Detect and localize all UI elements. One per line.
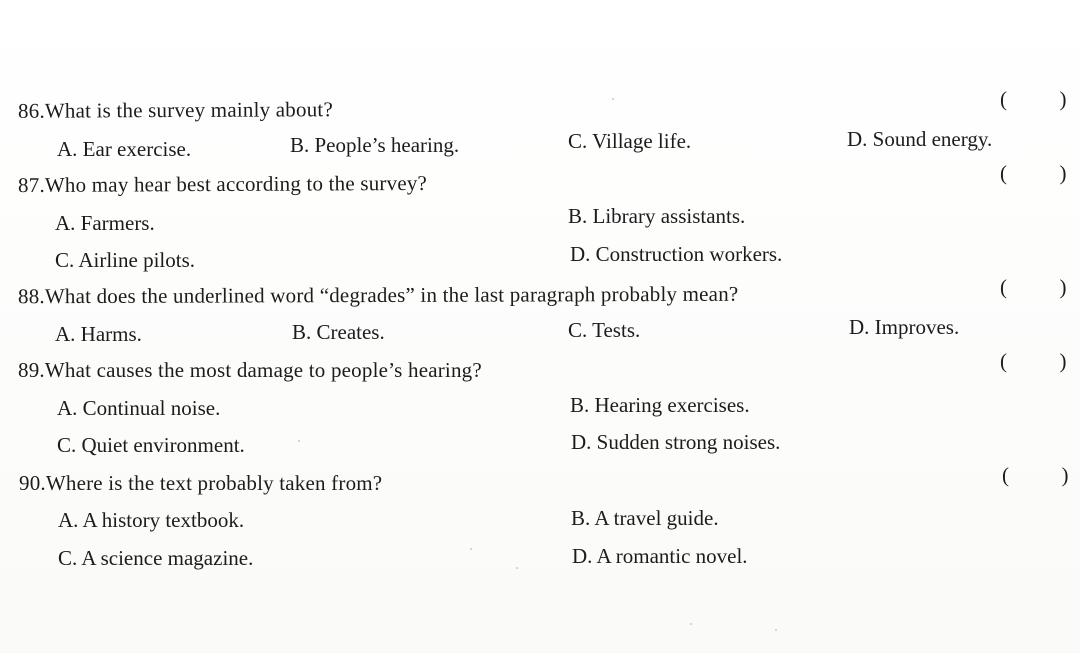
question-87-option-c: C. Airline pilots. (55, 248, 196, 272)
question-89-option-b: B. Hearing exercises. (570, 393, 750, 417)
question-90-stem: 90.Where is the text probably taken from? (19, 471, 383, 495)
question-90-option-a: A. A history textbook. (58, 508, 245, 532)
question-86-option-d: D. Sound energy. (847, 127, 993, 151)
print-speck (298, 440, 300, 442)
question-90-option-c: C. A science magazine. (58, 546, 254, 570)
question-86-answer-bracket: ( ) (1000, 87, 1067, 111)
question-87-option-b: B. Library assistants. (568, 204, 746, 228)
question-88-stem: 88.What does the underlined word “degrades” in the last paragraph probably mean? (17, 281, 739, 309)
question-86-option-c: C. Village life. (568, 129, 692, 153)
question-90-answer-bracket: ( ) (1002, 463, 1069, 487)
question-88-option-c: C. Tests. (568, 318, 641, 342)
question-87-stem: 87.Who may hear best according to the survey? (17, 170, 428, 198)
print-speck (775, 629, 777, 631)
question-88-option-a: A. Harms. (55, 322, 142, 346)
question-88-option-d: D. Improves. (849, 315, 960, 339)
question-89-option-c: C. Quiet environment. (57, 433, 245, 457)
print-speck (690, 623, 692, 625)
question-89-option-d: D. Sudden strong noises. (571, 430, 781, 454)
question-88-option-b: B. Creates. (292, 320, 385, 344)
question-86-option-a: A. Ear exercise. (57, 137, 192, 161)
question-89-stem: 89.What causes the most damage to people’s hearing? (18, 358, 482, 382)
print-speck (516, 567, 518, 569)
question-89-answer-bracket: ( ) (1000, 349, 1067, 373)
question-89-option-a: A. Continual noise. (57, 396, 221, 420)
question-86-stem: 86.What is the survey mainly about? (17, 97, 333, 123)
question-90-option-b: B. A travel guide. (571, 506, 719, 530)
question-86-option-b: B. People’s hearing. (290, 133, 460, 157)
question-90-option-d: D. A romantic novel. (572, 544, 748, 568)
print-speck (612, 98, 614, 100)
print-speck (470, 548, 472, 550)
question-87-option-d: D. Construction workers. (570, 242, 783, 266)
question-88-answer-bracket: ( ) (1000, 275, 1067, 299)
question-87-answer-bracket: ( ) (1000, 161, 1067, 185)
question-87-option-a: A. Farmers. (55, 211, 155, 235)
